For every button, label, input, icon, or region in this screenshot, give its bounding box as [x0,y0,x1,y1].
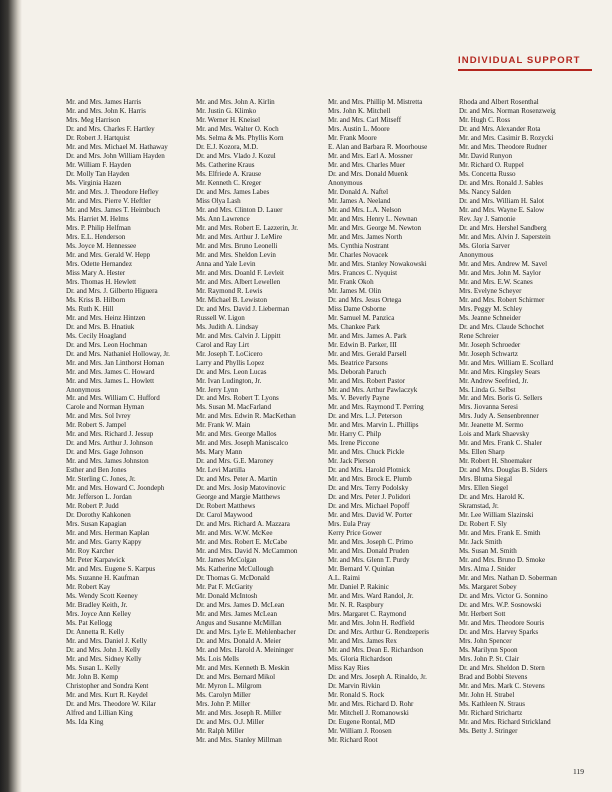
donor-name: Mr. Harry C. Philp [328,430,382,439]
donor-name: Mr. and Mrs. Heinz Hintzen [66,313,146,322]
donor-name: Mr. and Mrs. Mark C. Stevens [459,681,545,690]
donor-name: Mr. and Mrs. Sheldon Levin [196,250,276,259]
donor-name: Ms. Harriet M. Helms [66,214,129,223]
donor-name: Mr. Hugh C. Ross [459,115,511,124]
donor-name: Dr. and Mrs. J. Gilberto Higuera [66,286,158,295]
donor-name: Ms. Susan M. MacFarland [196,403,271,412]
donor-name: Mr. and Mrs. Ward Randol, Jr. [328,592,414,601]
donor-name: Ms. Ann Lawrence [196,214,250,223]
donor-name: Mr. and Mrs. Frank C. Shaler [459,439,542,448]
donor-name: Mr. and Mrs. Arthur Pawlaczyk [328,385,418,394]
donor-name: Mr. Donald McIntosh [196,592,258,601]
donor-name: Mrs. P. Philip Helfman [66,223,131,232]
donor-name: Ms. Selma & Ms. Phyllis Korn [196,133,284,142]
donor-name: Mrs. Frances C. Nyquist [328,268,398,277]
donor-name: Dr. and Mrs. Douglas B. Siders [459,466,548,475]
donor-name: Dr. E.J. Kozora, M.D. [196,142,259,151]
donor-name: Mrs. Jiovanna Seresi [459,403,518,412]
donor-name: Mr. and Mrs. Richard D. Rohr [328,699,414,708]
donor-name: Skramstad, Jr. [459,502,499,511]
donor-name: Larry and Phyllis Lopez [196,358,265,367]
donor-name: Mr. Robert Kay [66,583,111,592]
donor-name: Mr. Frank Moore [328,133,377,142]
donor-name: Ms. Judith A. Lindsay [196,322,259,331]
donor-name: Dr. and Mrs. W.P. Sosnowski [459,601,542,610]
donor-name: Ms. Beatrice Parsons [328,358,388,367]
donor-name: Dr. Carol Maywood [196,511,253,520]
donor-name: Mr. Andrew Seefried, Jr. [459,376,529,385]
donor-name: Ms. Cecily Hoagland [66,331,127,340]
donor-name: Mr. Samuel M. Panzica [328,313,395,322]
donor-name: Ms. Joyce M. Hennessee [66,241,137,250]
donor-name: Mr. Frank W. Main [196,421,251,430]
donor-name: Dr. and Mrs. Jesus Ortega [328,295,402,304]
donor-name: Dr. and Mrs. Sheldon D. Stern [459,664,545,673]
donor-name: Alfred and Lillian King [66,708,133,717]
donor-column-1 [66,98,198,727]
donor-name: Mr. and Mrs. E.W. Scanes [459,277,533,286]
donor-name: Mr. Ivan Ludington, Jr. [196,376,262,385]
donor-name: Mr. and Mrs. Clinton D. Lauer [196,205,283,214]
donor-name: Mr. Frank Okoh [328,277,374,286]
donor-name: Mr. and Mrs. Kingsley Sears [459,367,541,376]
donor-name: Mr. and Mrs. William C. Hufford [66,394,160,403]
donor-name: Mrs. Evelyne Scheyer [459,286,522,295]
donor-name: Dr. and Mrs. Nathaniel Holloway, Jr. [66,349,170,358]
donor-name: Mrs. Margaret C. Raymond [328,610,406,619]
donor-column-4 [459,98,591,736]
donor-name: Miss Olya Lash [196,196,241,205]
donor-name: Mr. and Mrs. Daniel J. Kelly [66,637,148,646]
donor-name: Dr. and Mrs. Victor G. Sonnino [459,592,548,601]
donor-name: Mr. and Mrs. Stanley Millman [196,735,282,744]
donor-name: Mr. and Mrs. Donald Pruden [328,547,410,556]
donor-name: Mr. and Mrs. Nathan D. Soberman [459,574,557,583]
donor-name: Dr. and Mrs. Harold Plotnick [328,466,411,475]
donor-name: Carol and Ray Lirt [196,340,250,349]
donor-name: Mr. and Mrs. John M. Saylor [459,268,541,277]
donor-name: Mrs. Austin L. Moore [328,124,390,133]
donor-name: Rev. Jay J. Samonie [459,214,516,223]
donor-name: Mr. and Mrs. Alvin J. Saperstein [459,232,551,241]
donor-name: Mr. and Mrs. L.A. Nelson [328,205,402,214]
donor-name: Mr. Joseph T. LoCicero [196,349,263,358]
donor-name: Angus and Susanne McMillan [196,619,282,628]
donor-name: Ms. Lois Mells [196,655,239,664]
donor-name: Mr. Jeanette M. Sermo [459,421,524,430]
donor-name: Ms. Susan L. Kelly [66,664,121,673]
donor-name: Dr. and Mrs. Michael Popoff [328,502,410,511]
donor-name: Mr. and Mrs. James L. Howlett [66,376,155,385]
donor-name: Mrs. John P. Miller [196,699,251,708]
donor-name: Dr. and Mrs. Peter A. Martin [196,475,278,484]
donor-name: George and Margie Matthews [196,493,281,502]
donor-name: Dr. and Mrs. James Labes [196,187,270,196]
donor-name: Dr. and Mrs. Norman Rosenzweig [459,106,556,115]
donor-name: Mr. Roy Karcher [66,547,114,556]
donor-name: Mr. Michael B. Lewiston [196,295,268,304]
donor-name: Mrs. Bluma Siegal [459,475,513,484]
donor-name: Mr. and Mrs. Robert E. McCabe [196,538,288,547]
donor-name: Mr. and Mrs. Phillip M. Mistretta [328,98,423,106]
donor-name: Mrs. John P. St. Clair [459,655,520,664]
donor-name: Ms. Elfriede A. Krause [196,169,262,178]
donor-name: Dr. and Mrs. Alexander Rota [459,124,541,133]
donor-name: Dr. and Mrs. O.J. Miller [196,717,265,726]
donor-name: Ms. Mary Mann [196,448,242,457]
donor-name: Ms. Catherine Kraus [196,160,255,169]
donor-name: Mr. and Mrs. Gerald W. Hepp [66,250,151,259]
donor-name: Mr. and Mrs. J. Theodore Hefley [66,187,159,196]
donor-name: Mr. and Mrs. Eugene S. Karpus [66,565,156,574]
donor-name: Dr. and Mrs. Ronald J. Sables [459,178,544,187]
donor-name: Mr. Donald A. Naftel [328,187,389,196]
donor-name: Mr. Joseph Schwartz [459,349,518,358]
donor-name: Mr. and Mrs. Howard C. Joondeph [66,484,165,493]
donor-name: Mr. and Mrs. James McLean [196,610,278,619]
donor-name: Mr. Myron L. Milgrom [196,681,262,690]
donor-name: Mrs. Alma J. Snider [459,565,516,574]
donor-name: Dr. Eugene Rontal, MD [328,717,396,726]
donor-name: Kerry Price Gower [328,529,382,538]
donor-name: Miss Dame Osborne [328,304,386,313]
donor-name: Mr. Mitchell J. Romanowski [328,708,409,717]
donor-name: Mr. and Mrs. Michael M. Hathaway [66,142,168,151]
donor-name: Mr. Richard Root [328,735,378,744]
donor-name: Ms. Ruth K. Hill [66,304,114,313]
donor-name: Mr. Kenneth C. Kreger [196,178,262,187]
donor-name: Mr. John B. Kemp [66,673,119,681]
donor-name: Mr. and Mrs. Boris G. Sellers [459,394,543,403]
donor-name: Mr. and Mrs. George M. Newton [328,223,422,232]
donor-name: Mr. and Mrs. Wayne E. Salow [459,205,545,214]
donor-name: Mr. and Mrs. Robert E. Lazzerin, Jr. [196,223,298,232]
donor-name: Rhoda and Albert Rosenthal [459,98,539,106]
donor-name: Mr. John H. Strabel [459,690,515,699]
donor-name: Mr. and Mrs. Arthur J. LeMire [196,232,283,241]
donor-name: Mr. and Mrs. Pierre V. Heftler [66,196,151,205]
donor-name: Mr. and Mrs. Joseph Maniscalco [196,439,288,448]
donor-name: Mr. and Mrs. Raymond T. Perring [328,403,424,412]
donor-name: Dr. Molly Tan Hayden [66,169,130,178]
donor-name: Mr. Herbert Sott [459,610,506,619]
donor-name: Mr. and Mrs. Chuck Pickle [328,448,405,457]
donor-name: Anonymous [459,250,494,259]
donor-name: Dr. and Mrs. Terry Podolsky [328,484,409,493]
donor-name: Mr. Sterling C. Jones, Jr. [66,475,136,484]
donor-name: Rene Schreier [459,331,499,340]
donor-name: Ms. Carolyn Miller [196,690,251,699]
donor-name: Lois and Mark Shaevsky [459,430,530,439]
donor-name: Mr. and Mrs. Carl Mitseff [328,115,402,124]
donor-name: Mr. and Mrs. Bruno Leonelli [196,241,278,250]
donor-name: Miss Kay Ries [328,664,370,673]
donor-name: Mr. and Mrs. Stanley Nowakowski [328,259,427,268]
donor-name: Mr. and Mrs. James Rex [328,637,397,646]
donor-name: Mr. and Mrs. Richard Strickland [459,717,551,726]
donor-name: Mr. Jefferson L. Jordan [66,493,132,502]
donor-name: Mr. and Mrs. William E. Scollard [459,358,554,367]
page-number: 119 [573,767,584,776]
donor-name: Mr. N. R. Raspbury [328,601,384,610]
donor-name: Mr. and Mrs. James C. Howard [66,367,155,376]
donor-name: Dr. and Mrs. B. Hnatiuk [66,322,135,331]
donor-name: Ms. Susan M. Smith [459,547,517,556]
donor-name: Dr. and Mrs. Josip Matovinovic [196,484,286,493]
donor-name: Dr. and Mrs. John William Hayden [66,151,165,160]
donor-name: Mr. Joseph Schroeder [459,340,521,349]
donor-name: Dr. and Mrs. Gage Johnson [66,448,144,457]
donor-name: Christopher and Sondra Kent [66,681,149,690]
donor-name: Dr. Robert F. Sly [459,520,507,529]
donor-name: Mr. and Mrs. James Harris [66,98,142,106]
donor-name: Dr. and Mrs. Joseph A. Rinaldo, Jr. [328,673,427,681]
donor-name: Mr. and Mrs. Robert Pastor [328,376,406,385]
donor-name: E. Alan and Barbara R. Moorhouse [328,142,428,151]
donor-name: Mr. Werner H. Kneisel [196,115,261,124]
donor-name: Esther and Ben Jones [66,466,127,475]
donor-name: Ms. Wendy Scott Keeney [66,592,138,601]
donor-name: Mr. David Runyon [459,151,513,160]
donor-name: Mrs. Ellen Siegel [459,484,509,493]
donor-name: Mr. Daniel P. Rakinic [328,583,389,592]
donor-name: Mrs. Eula Pray [328,520,371,529]
donor-name: Ms. Linda G. Selbst [459,385,516,394]
donor-name: Dr. and Mrs. John J. Kelly [66,646,141,655]
donor-name: Brad and Bobbi Stevens [459,673,528,681]
donor-name: Mr. and Mrs. Sidney Kelly [66,655,142,664]
donor-name: Mr. and Mrs. Edwin R. MacKethan [196,412,296,421]
donor-name: Ms. Nancy Salden [459,187,511,196]
donor-name: Ms. Irene Piccone [328,439,380,448]
book-spine-shadow [0,0,22,792]
donor-name: Mr. and Mrs. Sol Ivrey [66,412,131,421]
donor-name: Mr. and Mrs. James T. Heimbuch [66,205,161,214]
donor-name: Mr. and Mrs. Kurt R. Keydel [66,690,148,699]
donor-name: Russell W. Ligon [196,313,245,322]
donor-name: Ms. Gloria Sarver [459,241,510,250]
donor-name: Mr. and Mrs. Richard J. Jessup [66,430,154,439]
donor-name: Mr. James A. Neeland [328,196,391,205]
donor-name: Ms. Cynthia Nostrant [328,241,389,250]
donor-name: Mr. Richard O. Ruppel [459,160,524,169]
donor-name: Ms. Suzanne H. Kaufman [66,574,139,583]
donor-name: Mr. and Mrs. Frank E. Smith [459,529,541,538]
donor-name: Mr. and Mrs. Kenneth B. Meskin [196,664,290,673]
donor-name: Dr. and Mrs. Claude Schochet [459,322,544,331]
donor-name: Mr. and Mrs. Joseph R. Miller [196,708,282,717]
donor-name: Mr. and Mrs. Brock E. Plumb [328,475,412,484]
donor-name: Dr. and Mrs. Vlado J. Kozul [196,151,276,160]
donor-name: Dr. and Mrs. James D. McLean [196,601,285,610]
donor-name: Mr. and Mrs. James Johnston [66,457,149,466]
donor-name: Mr. and Mrs. Doanld F. Levleit [196,268,284,277]
donor-name: Mrs. Joyce Ann Kelley [66,610,131,619]
donor-name: Dr. and Mrs. Leon Hochman [66,340,148,349]
donor-name: Mr. and Mrs. Bruno D. Smoke [459,556,546,565]
donor-name: Mr. Peter Karpawick [66,556,125,565]
donor-name: Mr. and Mrs. Walter O. Koch [196,124,279,133]
donor-name: Ms. Jeanne Schneider [459,313,521,322]
section-title: INDIVIDUAL SUPPORT [458,55,581,66]
donor-name: Mr. and Mrs. John H. Redfield [328,619,415,628]
donor-name: Mr. and Mrs. Theodore Souris [459,619,545,628]
donor-name: Ms. Chankee Park [328,322,380,331]
donor-name: Mr. and Mrs. James A. Park [328,331,407,340]
donor-name: Mr. and Mrs. Harold A. Meininger [196,646,294,655]
donor-name: Carole and Norman Hyman [66,403,145,412]
donor-name: Dr. and Mrs. Richard A. Mazzara [196,520,290,529]
donor-name: Mr. and Mrs. Earl A. Mossner [328,151,413,160]
donor-name: Dr. Dorothy Kahkonen [66,511,131,520]
donor-name: Mrs. E.L. Henderson [66,232,126,241]
donor-name: Mrs. John K. Mitchell [328,106,391,115]
donor-name: Mr. Ronald S. Rock [328,690,385,699]
donor-name: Dr. and Mrs. Donald Muenk [328,169,408,178]
donor-name: Mrs. Peggy M. Schley [459,304,523,313]
donor-name: Mr. and Mrs. David W. Porter [328,511,413,520]
donor-name: Mrs. Judy A. Sensenbrenner [459,412,539,421]
donor-name: Ms. Ellen Sharp [459,448,505,457]
donor-name: Dr. and Mrs. David J. Lieberman [196,304,290,313]
donor-name: Mrs. Odette Hernandez [66,259,132,268]
donor-name: Ms. Pat Kellogg [66,619,113,628]
donor-name: Mr. and Mrs. Charles Muer [328,160,406,169]
donor-name: Mr. and Mrs. John A. Kirlin [196,98,275,106]
donor-name: Mr. James McColgan [196,556,257,565]
donor-name: Mr. and Mrs. Glenn T. Purdy [328,556,410,565]
donor-name: Mr. and Mrs. Joseph C. Primo [328,538,413,547]
donor-name: Mr. Richard Strichartz [459,708,523,717]
donor-name: Mr. Justin G. Klimko [196,106,257,115]
donor-name: Dr. and Mrs. Leon Lucas [196,367,267,376]
donor-name: Dr. and Mrs. Harvey Sparks [459,628,539,637]
donor-name: Mr. Levi Martilla [196,466,246,475]
donor-column-2 [196,98,328,745]
donor-name: Mr. James M. Olin [328,286,382,295]
donor-name: Dr. and Mrs. Donald A. Meier [196,637,281,646]
donor-name: Dr. Marvin Rivkin [328,681,381,690]
donor-name: Mrs. Meg Harrison [66,115,121,124]
donor-name: Mr. and Mrs. Henry L. Newnan [328,214,418,223]
donor-name: Dr. and Mrs. Arthur G. Rendzeperis [328,628,429,637]
donor-name: Mr. Jack Pierson [328,457,376,466]
section-header [458,55,592,71]
donor-name: Anonymous [328,178,363,187]
donor-name: Mr. Jack Smith [459,538,502,547]
donor-name: Mr. William J. Roosen [328,726,392,735]
donor-name: Mr. and Mrs. Theodore Rudner [459,142,547,151]
donor-name: Mr. Bernard V. Quinlan [328,565,395,574]
donor-name: A.L. Raimi [328,574,360,583]
donor-name: Ms. Virginia Hazen [66,178,122,187]
donor-name: Mr. and Mrs. Robert Schirmer [459,295,545,304]
donor-name: Mr. and Mrs. David N. McCammon [196,547,298,556]
donor-name: Mr. and Mrs. Calvin J. Lippitt [196,331,281,340]
donor-name: Dr. Robert J. Hartquist [66,133,131,142]
donor-name: Mr. Raymond R. Lewis [196,286,263,295]
donor-name: Mr. Edwin B. Parker, III [328,340,397,349]
donor-name: Ms. Marilynn Spoon [459,646,518,655]
donor-name: Ms. Kriss B. Hilborn [66,295,126,304]
donor-name: Dr. Annetta R. Kelly [66,628,125,637]
donor-name: Ms. Gloria Richardson [328,655,393,664]
donor-name: Mr. Ralph Miller [196,726,244,735]
donor-name: Mr. and Mrs. Dean E. Richardson [328,646,424,655]
donor-name: Dr. and Mrs. Harold K. [459,493,525,502]
donor-name: Mr. and Mrs. George Mallos [196,430,277,439]
donor-name: Ms. Margaret Sobey [459,583,517,592]
donor-name: Mr. Robert H. Shoemaker [459,457,533,466]
donor-name: Mr. and Mrs. Herman Kaplan [66,529,150,538]
donor-name: Dr. and Mrs. Peter J. Polidori [328,493,411,502]
donor-name: Mr. and Mrs. W.W. McKee [196,529,273,538]
donor-name: Dr. Robert Matthews [196,502,256,511]
donor-name: Dr. and Mrs. Robert T. Lyons [196,394,279,403]
donor-name: Mrs. Thomas H. Hewlett [66,277,137,286]
donor-name: Mr. and Mrs. Gerald Parsell [328,349,407,358]
donor-name: Dr. and Mrs. L.J. Peterson [328,412,402,421]
donor-name: Anna and Yale Levin [196,259,256,268]
donor-name: Dr. and Mrs. Bernard Mikol [196,673,276,681]
donor-name: Mr. Robert P. Judd [66,502,119,511]
donor-name: Dr. and Mrs. Arthur J. Johnson [66,439,153,448]
donor-name: Ms. Betty J. Stringer [459,726,518,735]
donor-name: Mr. Jerry Lynn [196,385,239,394]
donor-name: Dr. and Mrs. Theodore W. Kilar [66,699,156,708]
donor-name: Mr. and Mrs. Marvin L. Phillips [328,421,419,430]
donor-name: Mr. Robert S. Jampel [66,421,127,430]
donor-name: Mr. and Mrs. Garry Kappy [66,538,142,547]
donor-name: Dr. and Mrs. Charles F. Hartley [66,124,155,133]
donor-name: Mr. William F. Hayden [66,160,131,169]
donor-name: Mr. and Mrs. Jan Linthorst Homan [66,358,165,367]
donor-name: Ms. Concetta Russo [459,169,516,178]
donor-name: Mr. and Mrs. Andrew M. Savel [459,259,548,268]
donor-name: Mr. and Mrs. John K. Harris [66,106,146,115]
donor-name: Ms. Ida King [66,717,104,726]
donor-name: Ms. Katherine McCullough [196,565,274,574]
donor-column-3 [328,98,460,745]
donor-name: Mrs. Susan Kapagian [66,520,127,529]
donor-name: Mrs. John Spencer [459,637,512,646]
donor-name: Dr. and Mrs. William H. Salot [459,196,544,205]
donor-name: Miss Mary A. Hester [66,268,126,277]
donor-name: Mr. Bradley Keith, Jr. [66,601,128,610]
section-title-rule [458,69,592,71]
donor-name: Mr. and Mrs. Casimir B. Rozycki [459,133,554,142]
donor-name: Mr. Lee William Slazinski [459,511,534,520]
donor-name: Ms. Deborah Paruch [328,367,387,376]
donor-name: Mr. Pat F. McGarity [196,583,253,592]
donor-name: Ms. V. Beverly Payne [328,394,390,403]
donor-name: Mr. and Mrs. Albert Lewellen [196,277,281,286]
donor-name: Mr. Charles Novacek [328,250,389,259]
donor-name: Anonymous [66,385,101,394]
donor-name: Dr. and Mrs. Lyle E. Mehlenbacher [196,628,296,637]
donor-name: Dr. and Mrs. G.E. Maroney [196,457,274,466]
donor-name: Dr. Thomas G. McDonald [196,574,270,583]
donor-name: Dr. and Mrs. Hershel Sandberg [459,223,547,232]
donor-name: Ms. Kathleen N. Straus [459,699,525,708]
donor-name: Mr. and Mrs. James North [328,232,402,241]
